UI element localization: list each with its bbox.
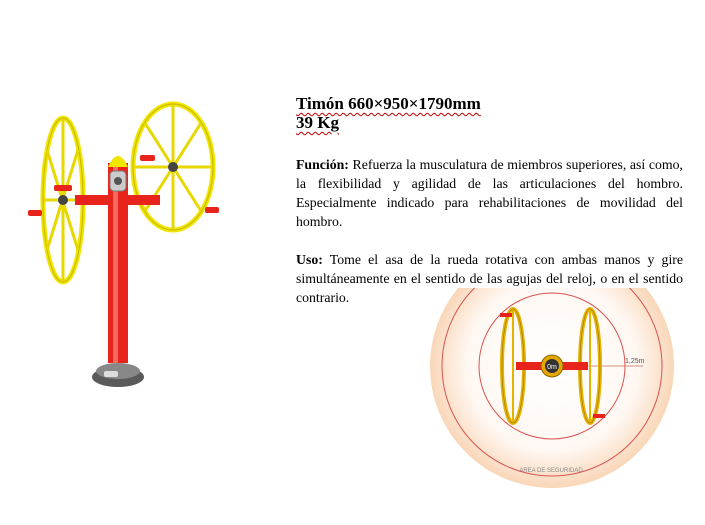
safety-area-label: AREA DE SEGURIDAD: [519, 468, 583, 474]
function-paragraph: [296, 155, 683, 231]
wheel-station-image: [20, 95, 225, 395]
product-illustration: [20, 95, 225, 395]
product-weight: 39 Kg: [296, 113, 339, 132]
usage-text: Tome el asa de la rueda rotativa con ambas manos y gire simultáneamente en el sentido de las agujas del reloj, o en el sentido contrario.: [296, 252, 683, 305]
usage-label: Uso:: [296, 252, 323, 267]
product-title: Timón 660×950×1790mm: [296, 94, 481, 113]
title-block: [296, 94, 686, 132]
right-wheel: [133, 104, 219, 230]
safety-zone: [430, 288, 674, 488]
left-wheel: [28, 118, 83, 282]
safety-area-diagram: [430, 288, 692, 520]
post-cap: [108, 156, 128, 167]
function-label: Función:: [296, 157, 349, 172]
function-text: Refuerza la musculatura de miembros superiores, así como, la flexibilidad y agilidad de las articulaciones del hombro. Especialmente indicado para rehabilitaciones de movilidad del hombro.: [296, 157, 683, 229]
safety-diagram-svg: [430, 288, 692, 520]
center-label: 0m: [547, 364, 557, 371]
radius-label: 1,25m: [625, 358, 645, 365]
